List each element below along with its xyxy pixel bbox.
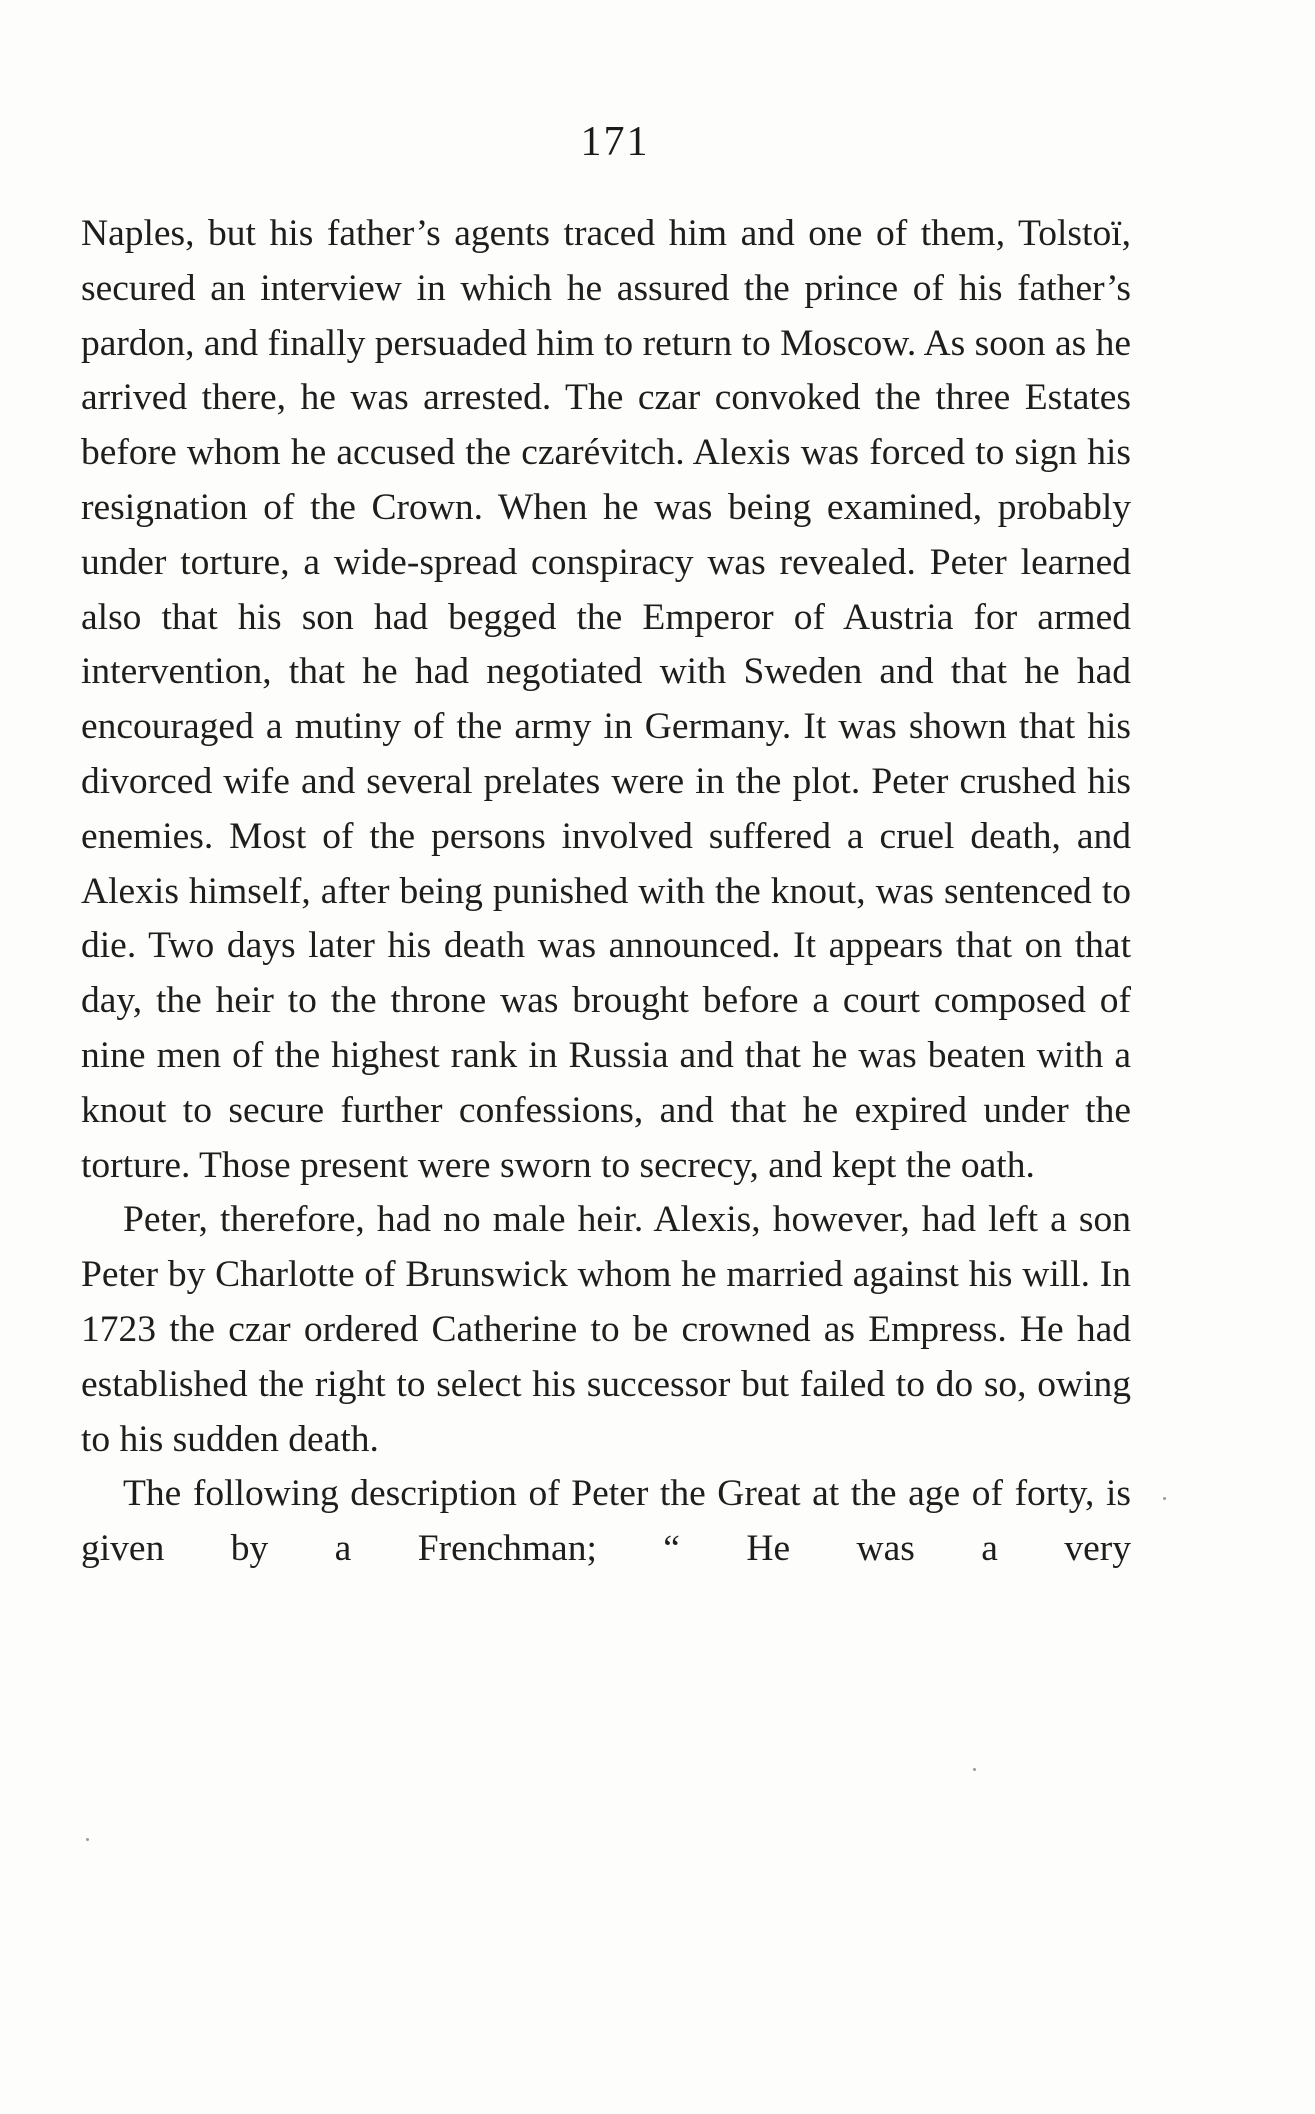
body-text xyxy=(81,207,1131,1577)
paragraph: Naples, but his father’s agents traced him and one of them, Tolstoï, secured an interview in which he assured the prince of his father’s pardon, and finally persuaded him to return to Moscow. As soon as he arrived there, he was arrested. The czar convoked the three Estates before whom he accused the czarévitch. Alexis was forced to sign his resignation of the Crown. When he was being examined, probably under torture, a wide-spread conspiracy was revealed. Peter learned also that his son had begged the Emperor of Austria for armed intervention, that he had negotiated with Sweden and that he had encouraged a mutiny of the army in Germany. It was shown that his divorced wife and several prelates were in the plot. Peter crushed his enemies. Most of the persons involved suffered a cruel death, and Alexis himself, after being punished with the knout, was sentenced to die. Two days later his death was announced. It appears that on that day, the heir to the throne was brought before a court composed of nine men of the highest rank in Russia and that he was beaten with a knout to secure further confessions, and that he expired under the torture. Those present were sworn to secrecy, and kept the oath. xyxy=(81,213,1131,1186)
paper-speck xyxy=(86,1838,89,1841)
page-number: 171 xyxy=(580,119,650,165)
paragraph: Peter, therefore, had no male heir. Alexis, however, had left a son Peter by Charlotte of Brunswick whom he married against his will. In 1723 the czar ordered Catherine to be crowned as Empress. He had established the right to select his successor but failed to do so, owing to his sudden death. xyxy=(81,1199,1131,1460)
paper-speck xyxy=(1163,1497,1166,1500)
paragraph: The following description of Peter the Great at the age of forty, is given by a Frenchman; “ He was a very xyxy=(81,1473,1131,1570)
paper-speck xyxy=(973,1768,976,1771)
